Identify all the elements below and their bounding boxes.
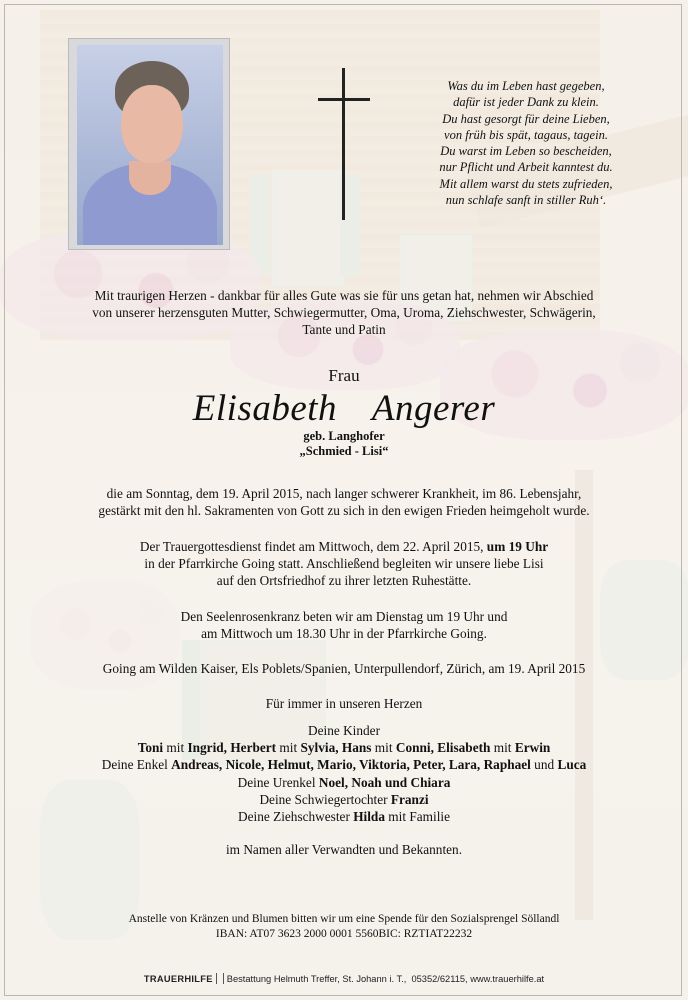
great-grandchildren-label: Deine Urenkel — [237, 774, 319, 790]
footer — [0, 973, 688, 984]
footer-text: Bestattung Helmuth Treffer, St. Johann i. T., 05352/62115, www.trauerhilfe.at — [226, 974, 545, 984]
child-name: Ingrid, Herbert — [187, 740, 277, 756]
birth-name: geb. Langhofer — [303, 429, 385, 443]
with-family: mit Familie — [384, 809, 450, 825]
children-label: Deine Kinder — [308, 723, 380, 738]
foster-sister-name: Hilda — [353, 809, 385, 825]
poem-line: Du hast gesorgt für deine Lieben, — [442, 111, 610, 126]
footer-brand: TRAUERHILFE — [143, 974, 213, 984]
rosary-line: am Mittwoch um 18.30 Uhr in der Pfarrkirche Going. — [201, 626, 487, 642]
death-notice — [30, 485, 658, 519]
great-grandchildren-line — [30, 774, 658, 791]
places-date — [30, 660, 658, 677]
poem-line: nun schlafe sanft in stiller Ruh‘. — [445, 193, 607, 208]
donation-note — [30, 912, 658, 942]
funeral-info — [30, 538, 658, 590]
rosary-line: Den Seelenrosenkranz beten wir am Dienstag um 19 Uhr und — [180, 609, 508, 624]
deceased-name: Elisabeth Angerer — [192, 388, 496, 429]
and-word: und — [530, 757, 558, 773]
forever-line — [30, 695, 658, 712]
poem-line: Mit allem warst du stets zufrieden, — [439, 176, 613, 191]
intro-text — [24, 287, 664, 338]
child-name: Toni — [137, 740, 164, 756]
birth-name-block — [0, 429, 688, 459]
portrait-frame — [68, 38, 230, 250]
with-word: mit — [276, 740, 301, 756]
poem-line: von früh bis spät, tagaus, tagein. — [444, 127, 608, 142]
poem-line: Was du im Leben hast gegeben, — [447, 79, 605, 93]
death-notice-line: gestärkt mit den hl. Sakramenten von Gott zu sich in den ewigen Frieden heimgeholt wurde. — [98, 503, 590, 519]
daughter-in-law-label: Deine Schwiegertochter — [259, 791, 391, 807]
grandchildren-label: Deine Enkel — [101, 757, 172, 773]
footer-logo-icon — [216, 973, 224, 984]
child-name: Conni, Elisabeth — [395, 740, 491, 756]
grandchildren-line — [30, 756, 658, 773]
funeral-date: Der Trauergottesdienst findet am Mittwoch, dem 22. April 2015, — [139, 539, 484, 554]
family-list — [30, 722, 658, 825]
forever-text: Für immer in unseren Herzen — [265, 696, 423, 711]
poem-line: nur Pflicht und Arbeit kanntest du. — [439, 160, 613, 175]
daughter-in-law-line — [30, 791, 658, 808]
donation-line: Anstelle von Kränzen und Blumen bitten wir um eine Spende für den Sozialsprengel Söllandl — [128, 913, 560, 925]
intro-line: Tante und Patin — [302, 322, 386, 337]
with-word: mit — [371, 740, 396, 756]
nickname: „Schmied - Lisi“ — [299, 444, 389, 458]
funeral-time: um 19 Uhr — [486, 539, 549, 554]
on-behalf — [30, 841, 658, 858]
grandchild-name: Luca — [557, 757, 587, 773]
child-name: Erwin — [514, 740, 551, 756]
poem — [396, 78, 656, 208]
funeral-line — [30, 538, 658, 555]
cross-icon — [318, 68, 370, 220]
intro-line: von unserer herzensguten Mutter, Schwiegermutter, Oma, Uroma, Ziehschwester, Schwägerin, — [92, 305, 596, 320]
on-behalf-text: im Namen aller Verwandten und Bekannten. — [225, 842, 463, 857]
with-word: mit — [163, 740, 188, 756]
grandchildren-names: Andreas, Nicole, Helmut, Mario, Viktoria, Peter, Lara, Raphael — [171, 757, 531, 773]
daughter-in-law-name: Franzi — [390, 791, 429, 807]
funeral-line: in der Pfarrkirche Going statt. Anschließend begleiten wir unsere liebe Lisi — [144, 556, 544, 572]
children-names — [30, 739, 658, 756]
poem-line: Du warst im Leben so bescheiden, — [440, 144, 612, 159]
child-name: Sylvia, Hans — [300, 740, 372, 756]
death-notice-line: die am Sonntag, dem 19. April 2015, nach langer schwerer Krankheit, im 86. Lebensjahr, — [106, 486, 582, 501]
places-date-line: Going am Wilden Kaiser, Els Poblets/Spanien, Unterpullendorf, Zürich, am 19. April 2015 — [102, 661, 586, 676]
foster-sister-line — [30, 808, 658, 825]
intro-line: Mit traurigen Herzen - dankbar für alles Gute was sie für uns getan hat, nehmen wir Abschied — [94, 288, 594, 303]
poem-line: dafür ist jeder Dank zu klein. — [453, 95, 599, 110]
foster-sister-label: Deine Ziehschwester — [238, 809, 354, 825]
funeral-line: auf den Ortsfriedhof zu ihrer letzten Ruhestätte. — [216, 573, 472, 589]
great-grandchildren-names: Noel, Noah und Chiara — [318, 774, 451, 790]
salutation: Frau — [328, 366, 360, 385]
with-word: mit — [490, 740, 515, 756]
rosary-info — [30, 608, 658, 642]
portrait-photo — [77, 45, 223, 245]
donation-line: IBAN: AT07 3623 2000 0001 5560BIC: RZTIAT22232 — [215, 928, 473, 940]
